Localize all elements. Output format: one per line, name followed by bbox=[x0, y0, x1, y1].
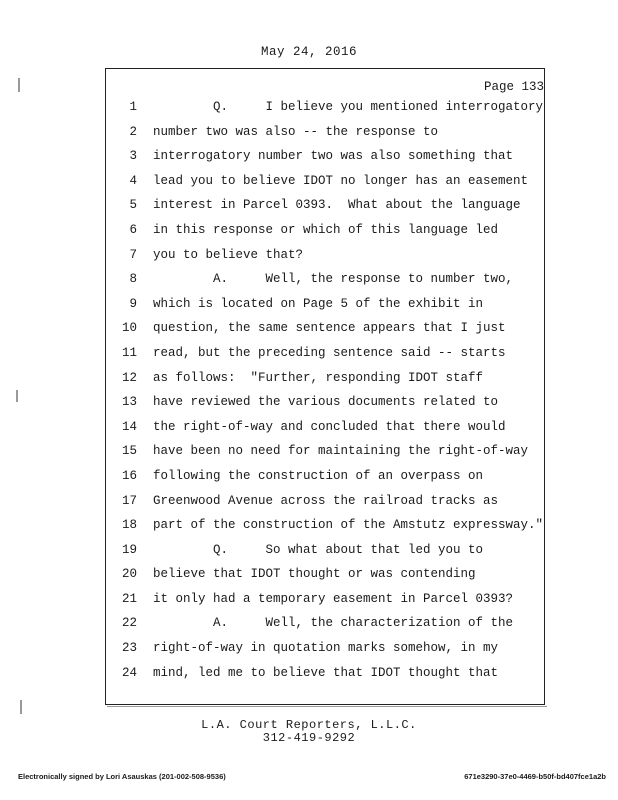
transcript-line bbox=[105, 420, 545, 445]
line-number: 16 bbox=[121, 468, 137, 483]
line-number: 15 bbox=[121, 444, 137, 459]
scan-mark bbox=[20, 700, 22, 714]
transcript-line bbox=[105, 518, 545, 543]
court-reporter-name: L.A. Court Reporters, L.L.C. bbox=[201, 718, 417, 732]
line-text: believe that IDOT thought or was contending bbox=[153, 567, 476, 582]
transcript-line bbox=[105, 149, 545, 174]
line-text: number two was also -- the response to bbox=[153, 124, 439, 139]
line-number: 24 bbox=[121, 665, 137, 680]
transcript-line bbox=[105, 346, 545, 371]
transcript-line bbox=[105, 248, 545, 273]
line-number: 11 bbox=[121, 345, 137, 360]
line-text: right-of-way in quotation marks somehow, in my bbox=[153, 641, 499, 656]
line-number: 13 bbox=[121, 395, 137, 410]
line-text: following the construction of an overpass on bbox=[153, 468, 484, 483]
line-text: in this response or which of this language led bbox=[153, 222, 499, 237]
transcript-line bbox=[105, 444, 545, 469]
line-text: it only had a temporary easement in Parcel 0393? bbox=[153, 591, 514, 606]
transcript-line bbox=[105, 395, 545, 420]
line-number: 23 bbox=[121, 641, 137, 656]
line-text: the right-of-way and concluded that there would bbox=[153, 419, 506, 434]
transcript-line bbox=[105, 494, 545, 519]
line-text: you to believe that? bbox=[153, 247, 304, 262]
line-text: interest in Parcel 0393. What about the language bbox=[153, 198, 521, 213]
transcript-line bbox=[105, 641, 545, 666]
transcript-line bbox=[105, 543, 545, 568]
line-number: 21 bbox=[121, 591, 137, 606]
transcript-line bbox=[105, 174, 545, 199]
line-number: 14 bbox=[121, 419, 137, 434]
line-text: lead you to believe IDOT no longer has an easement bbox=[153, 173, 529, 188]
line-text: which is located on Page 5 of the exhibit in bbox=[153, 296, 484, 311]
transcript-line bbox=[105, 297, 545, 322]
line-number: 1 bbox=[129, 100, 137, 114]
transcript-line bbox=[105, 616, 545, 641]
line-number: 2 bbox=[129, 124, 137, 139]
line-number: 5 bbox=[129, 198, 137, 213]
line-number: 10 bbox=[121, 321, 137, 336]
transcript-line bbox=[105, 223, 545, 248]
line-text: read, but the preceding sentence said -- starts bbox=[153, 345, 506, 360]
line-text: have reviewed the various documents related to bbox=[153, 395, 499, 410]
line-number: 4 bbox=[129, 173, 137, 188]
transcript-line bbox=[105, 567, 545, 592]
line-number: 18 bbox=[121, 518, 137, 533]
electronic-signature: Electronically signed by Lori Asauskas (201-002-508-9536) bbox=[18, 772, 226, 781]
transcript-line bbox=[105, 666, 545, 691]
line-number: 6 bbox=[129, 222, 137, 237]
transcript-line bbox=[105, 371, 545, 396]
scan-mark bbox=[16, 390, 18, 402]
court-reporter-phone: 312-419-9292 bbox=[262, 731, 356, 745]
line-text: question, the same sentence appears that I just bbox=[153, 321, 506, 336]
line-text: have been no need for maintaining the right-of-way bbox=[153, 444, 529, 459]
page-number: Page 133 bbox=[483, 80, 544, 94]
line-number: 12 bbox=[121, 370, 137, 385]
line-number: 7 bbox=[129, 247, 137, 262]
line-text: Q. So what about that led you to bbox=[153, 542, 484, 557]
line-number: 22 bbox=[121, 616, 137, 631]
transcript-line bbox=[105, 469, 545, 494]
line-number: 8 bbox=[129, 272, 137, 287]
line-number: 9 bbox=[129, 296, 137, 311]
transcript-line bbox=[105, 272, 545, 297]
line-text: mind, led me to believe that IDOT thought that bbox=[153, 665, 499, 680]
line-text: Q. I believe you mentioned interrogatory bbox=[153, 100, 544, 114]
transcript-line bbox=[105, 198, 545, 223]
transcript-line bbox=[105, 321, 545, 346]
transcript-line bbox=[105, 100, 545, 125]
line-text: A. Well, the response to number two, bbox=[153, 272, 514, 287]
document-id: 671e3290-37e0-4469-b50f-bd407fce1a2b bbox=[464, 772, 606, 781]
line-text: Greenwood Avenue across the railroad tracks as bbox=[153, 493, 499, 508]
frame-shadow bbox=[107, 706, 547, 709]
line-number: 20 bbox=[121, 567, 137, 582]
scan-mark bbox=[18, 78, 20, 92]
line-text: interrogatory number two was also something that bbox=[153, 149, 514, 164]
transcript-line bbox=[105, 592, 545, 617]
line-number: 3 bbox=[129, 149, 137, 164]
line-text: A. Well, the characterization of the bbox=[153, 616, 514, 631]
line-text: part of the construction of the Amstutz expressway." bbox=[153, 518, 544, 533]
transcript-line bbox=[105, 125, 545, 150]
transcript-lines bbox=[105, 100, 545, 690]
deposition-date: May 24, 2016 bbox=[260, 45, 357, 59]
line-text: as follows: "Further, responding IDOT staff bbox=[153, 370, 484, 385]
line-number: 17 bbox=[121, 493, 137, 508]
line-number: 19 bbox=[121, 542, 137, 557]
